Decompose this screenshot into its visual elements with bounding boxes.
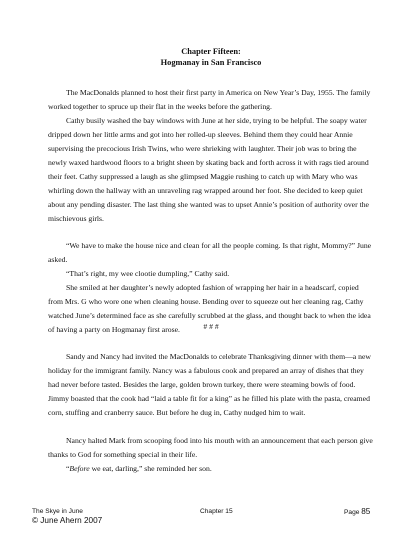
footer-book-title: The Skye in June bbox=[32, 508, 83, 515]
section-separator: # # # bbox=[203, 322, 219, 331]
paragraph-7: Nancy halted Mark from scooping food into his mouth with an announcement that each person give thanks to God for something special in their life. bbox=[48, 436, 373, 459]
page-label: Page bbox=[344, 509, 360, 516]
footer-page bbox=[344, 507, 370, 517]
paragraph-8 bbox=[48, 462, 374, 476]
paragraph-1: The MacDonalds planned to host their first party in America on New Year’s Day, 1955. The family worked together to spruce up their flat in the weeks before the gathering. bbox=[48, 88, 371, 111]
paragraph-3: “We have to make the house nice and clean for all the people coming. Is that right, Mommy?” June asked. bbox=[48, 241, 372, 264]
italic-word: Before bbox=[69, 464, 90, 473]
chapter-title: Chapter Fifteen: bbox=[181, 47, 241, 56]
paragraph-2: Cathy busily washed the bay windows with June at her side, trying to be helpful. The soapy water dripped down her little arms and got into her rolled-up sleeves. Behind them they could hear Annie supervising the precocious Irish Twins, who were shrieking with laughter. Their job was to bring the newly waxed hardwood floors to a bright sheen by skating back and forth across it with rags tied around their feet. Cathy suppressed a laugh as she glimpsed Maggie rushing to catch up with Mary who was whirling down the hallway with an unraveling rag wrapped around her foot. She decided to keep quiet about any pending disaster. The last thing she wanted was to upset Annie’s position of authority over the mischievous girls. bbox=[48, 116, 369, 223]
paragraph-4: “That’s right, my wee clootie dumpling,” Cathy said. bbox=[66, 269, 230, 278]
last-line-rest: we eat, darling,” she reminded her son. bbox=[89, 464, 212, 473]
footer-chapter: Chapter 15 bbox=[200, 508, 233, 515]
chapter-subtitle: Hogmanay in San Francisco bbox=[160, 58, 262, 67]
page-number: 85 bbox=[361, 507, 371, 516]
footer-copyright: © June Ahern 2007 bbox=[32, 516, 103, 525]
open-quote: “ bbox=[66, 464, 70, 473]
paragraph-5: She smiled at her daughter’s newly adopted fashion of wrapping her hair in a headscarf, copied from Mrs. G who wore one when cleaning house. Bending over to squeeze out her cleaning rag, Cathy watched June’s determined face as she carefully scrubbed at the glass, and thought back to when the idea of having a party on Hogmanay first arose. bbox=[48, 283, 371, 334]
paragraph-6: Sandy and Nancy had invited the MacDonalds to celebrate Thanksgiving dinner with them—a new holiday for the immigrant family. Nancy was a fabulous cook and prepared an array of dishes that they had never before tasted. Besides the large, golden brown turkey, there were steaming bowls of food. Jimmy boasted that the cook had “laid a table fit for a king” as he filled his plate with the pasta, creamed corn, stuffing and cranberry sauce. But before he dug in, Cathy nudged him to wait. bbox=[48, 352, 371, 417]
